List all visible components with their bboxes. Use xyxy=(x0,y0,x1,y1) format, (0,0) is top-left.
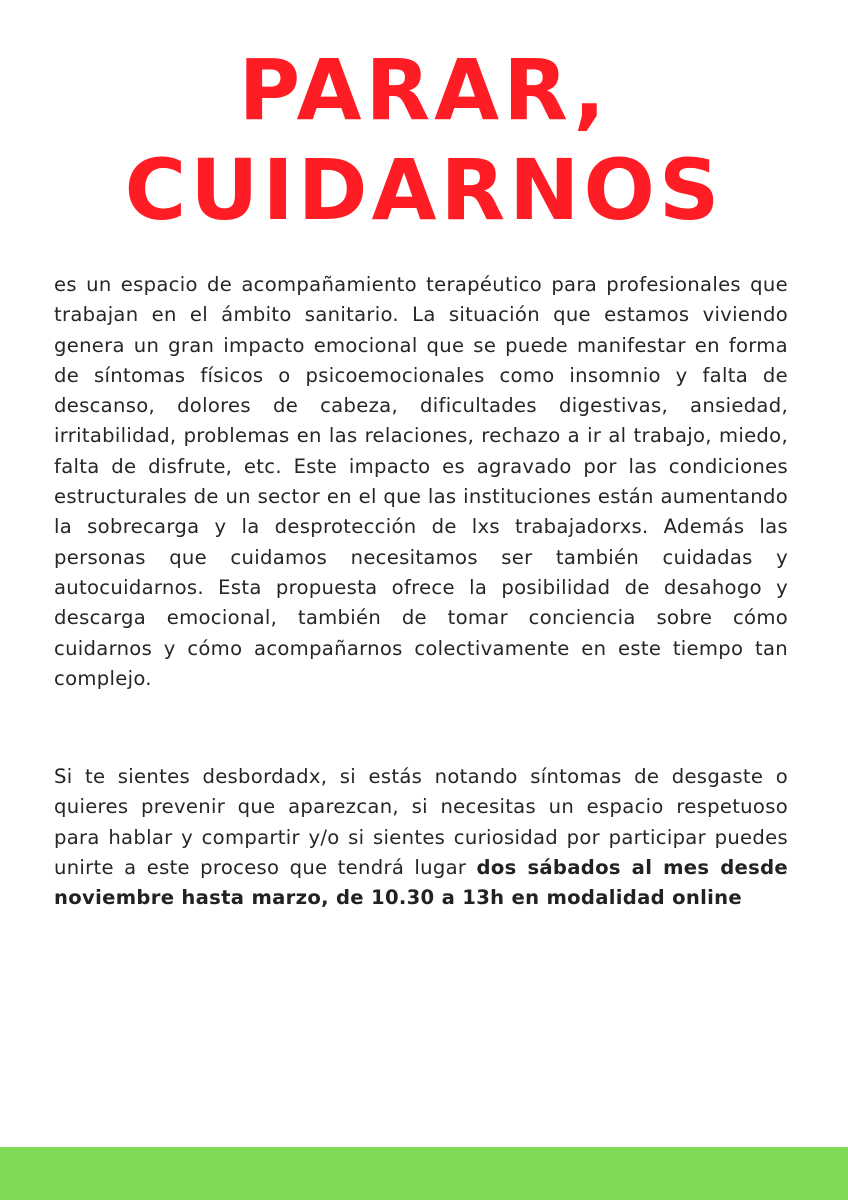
title-line-2: CUIDARNOS xyxy=(124,141,724,239)
schedule-details: dos sábados al mes desde noviembre hasta marzo, de 10.30 a 13h en modalidad online xyxy=(54,855,788,910)
invitation-text: Si te sientes desbordadx, si estás notando síntomas de desgaste o quieres prevenir que aparezcan, si necesitas un espacio respetuoso para hablar y compartir y/o si sientes curiosidad por participar puedes unirte a este proceso que tendrá lugar xyxy=(54,765,788,879)
invitation-paragraph xyxy=(54,762,788,913)
title-line-1: PARAR, xyxy=(238,41,610,139)
intro-paragraph: es un espacio de acompañamiento terapéutico para profesionales que trabajan en el ámbito sanitario. La situación que estamos viviendo genera un gran impacto emocional que se puede manifestar en forma de síntomas físicos o psicoemocionales como insomnio y falta de descanso, dolores de cabeza, dificultades digestivas, ansiedad, irritabilidad, problemas en las relaciones, rechazo a ir al trabajo, miedo, falta de disfrute, etc. Este impacto es agravado por las condiciones estructurales de un sector en el que las instituciones están aumentando la sobrecarga y la desprotección de lxs trabajadorxs. Además las personas que cuidamos necesitamos ser también cuidadas y autocuidarnos. Esta propuesta ofrece la posibilidad de desahogo y descarga emocional, también de tomar conciencia sobre cómo cuidarnos y cómo acompañarnos colectivamente en este tiempo tan complejo. xyxy=(54,273,788,690)
footer-bar xyxy=(0,1147,848,1200)
